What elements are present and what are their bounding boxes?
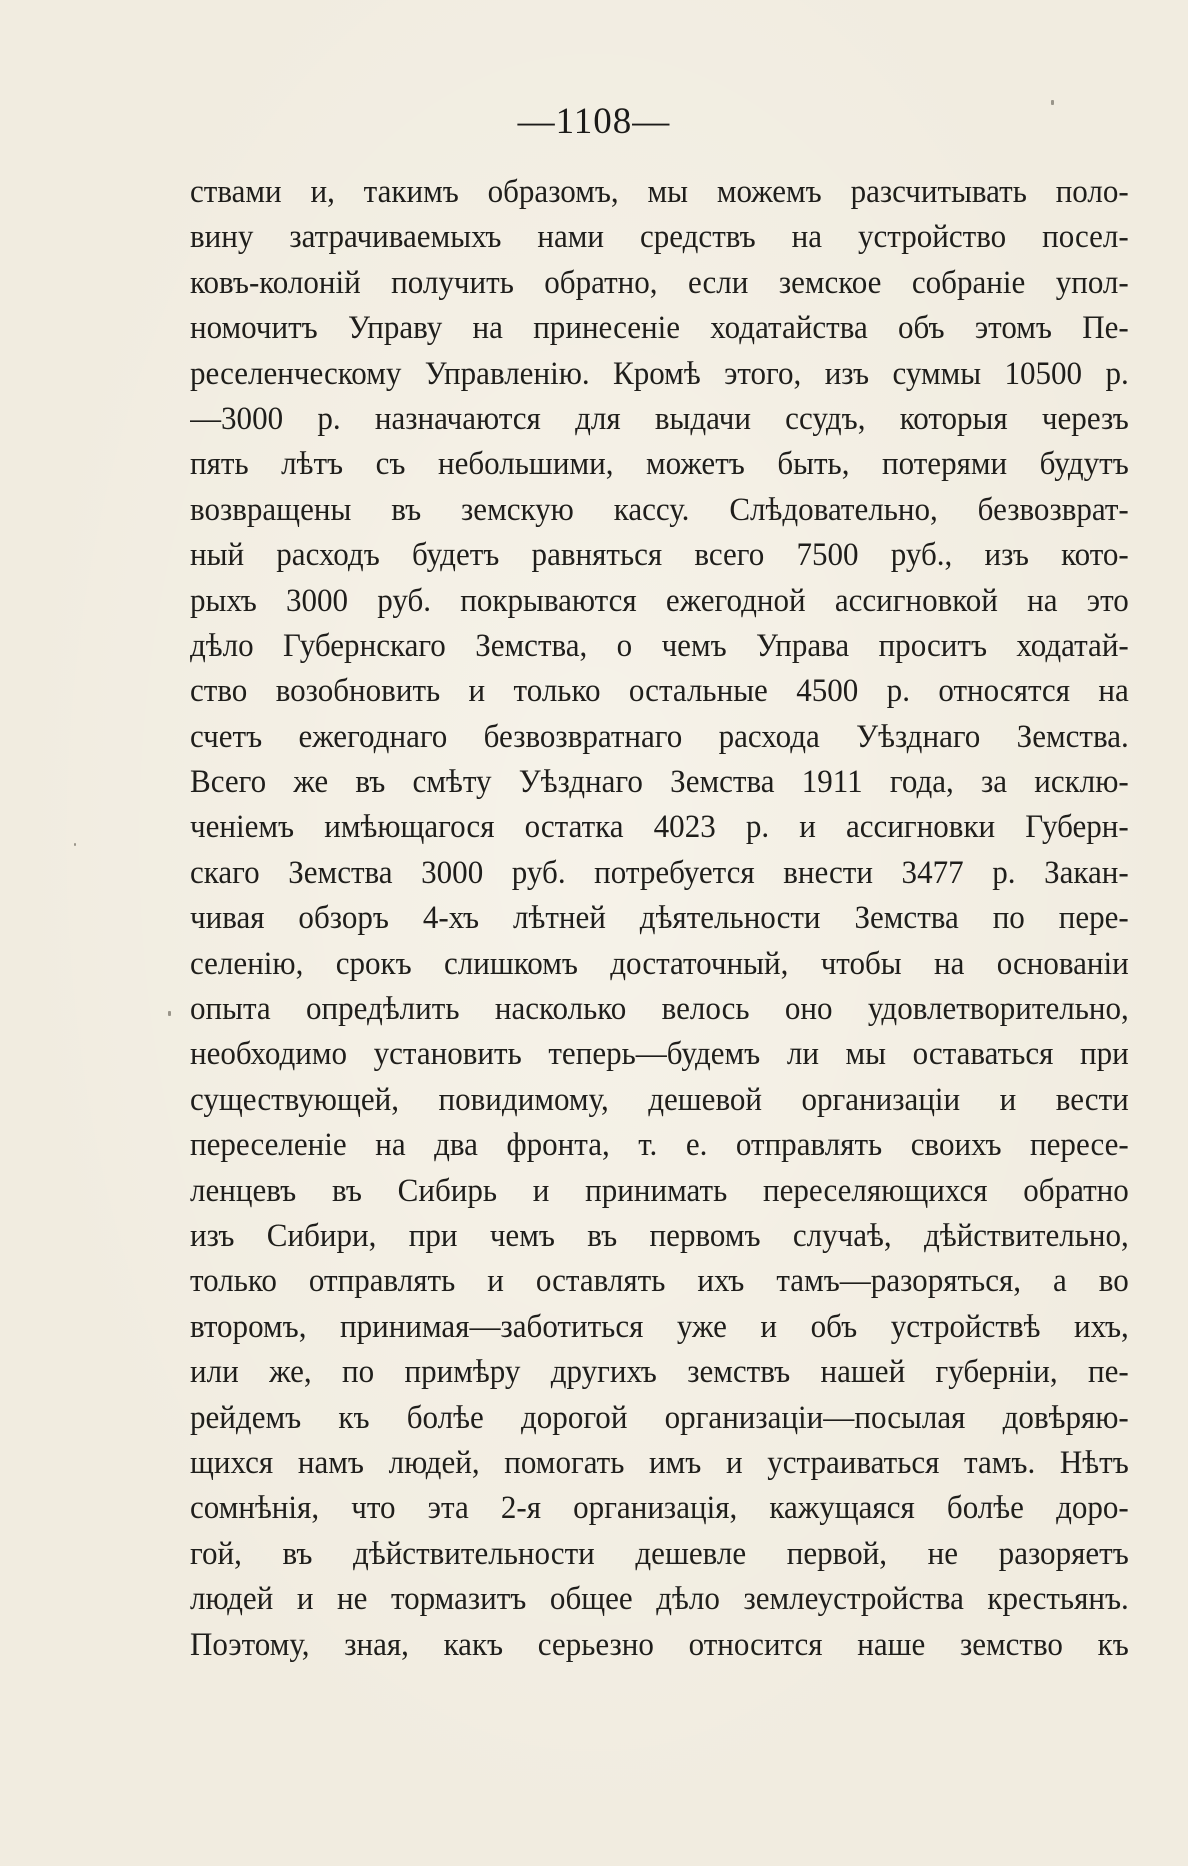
text-line-26: второмъ, принимая—заботиться уже и объ устройствѣ ихъ,	[190, 1308, 1129, 1345]
text-line-10: рыхъ 3000 руб. покрываются ежегодной ассигновкой на это	[190, 582, 1129, 619]
text-line-24: изъ Сибири, при чемъ въ первомъ случаѣ, дѣйствительно,	[190, 1217, 1129, 1254]
text-line-32: людей и не тормазитъ общее дѣло землеустройства крестьянъ.	[190, 1581, 1129, 1618]
text-line-14: Всего же въ смѣту Уѣзднаго Земства 1911 года, за исклю-	[190, 764, 1129, 801]
text-line-17: чивая обзоръ 4-хъ лѣтней дѣятельности Земства по пере-	[190, 900, 1129, 937]
body-text	[190, 170, 1129, 1668]
text-line-13: счетъ ежегоднаго безвозвратнаго расхода Уѣзднаго Земства.	[190, 718, 1129, 755]
text-line-1: ствами и, такимъ образомъ, мы можемъ разсчитывать поло-	[190, 174, 1129, 210]
paper-speck	[74, 843, 76, 846]
text-line-15: ченіемъ имѣющагося остатка 4023 р. и ассигновки Губерн-	[190, 809, 1129, 846]
text-line-7: пять лѣтъ съ небольшими, можетъ быть, потерями будутъ	[190, 446, 1129, 483]
text-line-4: номочитъ Управу на принесеніе ходатайства объ этомъ Пе-	[190, 310, 1129, 347]
text-line-18: селенію, срокъ слишкомъ достаточный, чтобы на основаніи	[190, 945, 1129, 982]
text-line-12: ство возобновить и только остальные 4500 р. относятся на	[190, 673, 1129, 710]
text-line-2: вину затрачиваемыхъ нами средствъ на устройство посел-	[190, 219, 1129, 256]
paper-speck	[1051, 100, 1054, 105]
text-line-22: переселеніе на два фронта, т. е. отправлять своихъ пересе-	[190, 1127, 1129, 1164]
text-line-20: необходимо установить теперь—будемъ ли мы оставаться при	[190, 1036, 1129, 1073]
text-line-3: ковъ-колоній получить обратно, если земское собраніе упол-	[190, 264, 1129, 301]
text-line-30: сомнѣнія, что эта 2-я организація, кажущаяся болѣе доро-	[190, 1490, 1129, 1527]
text-line-28: рейдемъ къ болѣе дорогой организаціи—посылая довѣряю-	[190, 1399, 1129, 1436]
text-line-31: гой, въ дѣйствительности дешевле первой, не разоряетъ	[190, 1535, 1129, 1572]
text-line-19: опыта опредѣлить насколько велось оно удовлетворительно,	[190, 991, 1129, 1028]
text-line-29: щихся намъ людей, помогать имъ и устраиваться тамъ. Нѣтъ	[190, 1444, 1129, 1481]
text-line-8: возвращены въ земскую кассу. Слѣдовательно, безвозврат-	[190, 491, 1129, 528]
text-line-5: реселенческому Управленію. Кромѣ этого, изъ суммы 10500 р.	[190, 355, 1129, 392]
text-line-27: или же, по примѣру другихъ земствъ нашей губерніи, пе-	[190, 1354, 1129, 1391]
text-line-9: ный расходъ будетъ равняться всего 7500 руб., изъ кото-	[190, 537, 1129, 574]
text-line-33: Поэтому, зная, какъ серьезно относится наше земство къ	[190, 1626, 1129, 1663]
text-line-21: существующей, повидимому, дешевой организаціи и вести	[190, 1081, 1129, 1118]
text-line-16: скаго Земства 3000 руб. потребуется внести 3477 р. Закан-	[190, 854, 1129, 891]
text-line-25: только отправлять и оставлять ихъ тамъ—разоряться, а во	[190, 1263, 1129, 1300]
text-line-11: дѣло Губернскаго Земства, о чемъ Управа проситъ ходатай-	[190, 627, 1129, 664]
text-line-23: ленцевъ въ Сибирь и принимать переселяющихся обратно	[190, 1172, 1129, 1209]
page-number: —1108—	[517, 101, 671, 142]
text-line-6: —3000 р. назначаются для выдачи ссудъ, которыя черезъ	[190, 400, 1129, 437]
paper-speck	[168, 1011, 171, 1016]
